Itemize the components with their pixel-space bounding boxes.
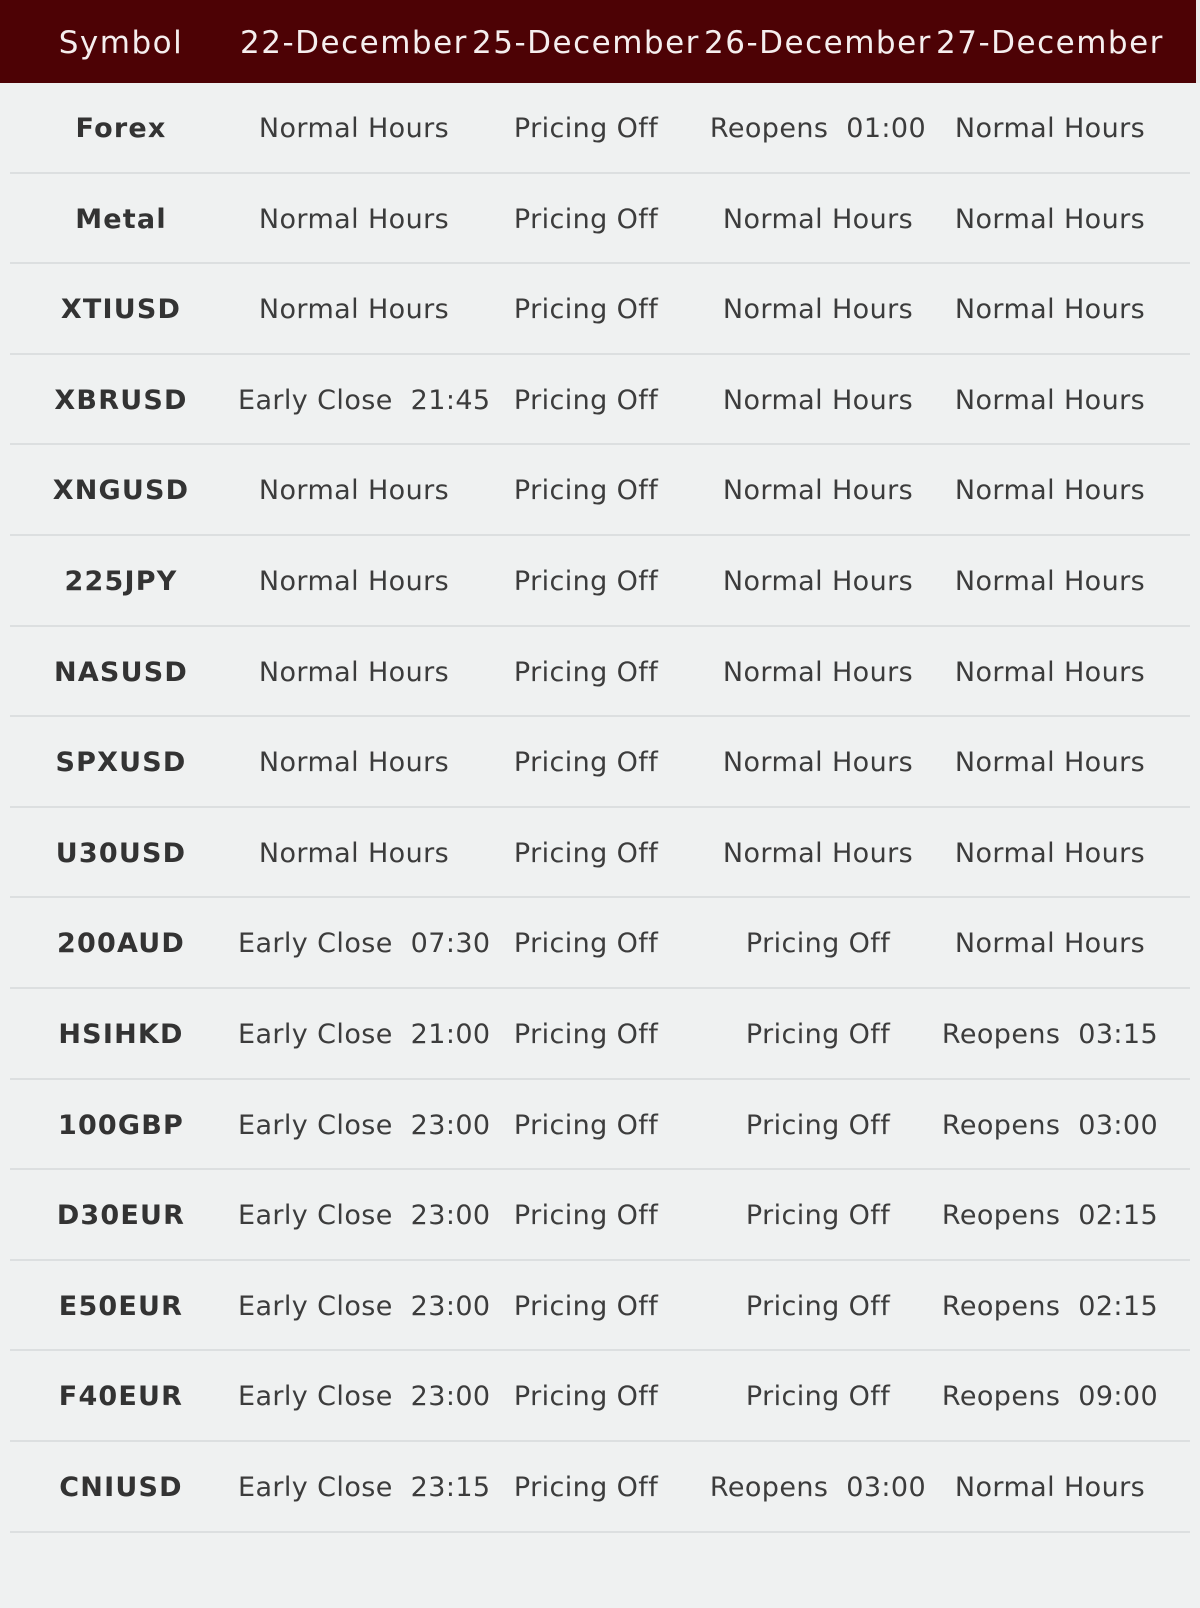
- schedule-cell: Normal Hours: [722, 747, 914, 779]
- schedule-cell: Reopens 09:00: [941, 1381, 1159, 1413]
- schedule-cell: Normal Hours: [258, 656, 450, 688]
- schedule-cell: Pricing Off: [745, 1290, 891, 1322]
- schedule-cell: Pricing Off: [513, 475, 659, 507]
- schedule-cell: Normal Hours: [954, 113, 1146, 144]
- table-row: [10, 1080, 1190, 1171]
- symbol-cell: XNGUSD: [52, 475, 190, 507]
- schedule-cell: Normal Hours: [954, 837, 1146, 869]
- schedule-cell: Normal Hours: [954, 1472, 1146, 1503]
- schedule-cell: Pricing Off: [745, 1381, 891, 1413]
- schedule-cell: Early Close 07:30: [238, 928, 491, 960]
- schedule-cell: Pricing Off: [513, 1200, 659, 1232]
- schedule-cell: Early Close 23:00: [238, 1290, 491, 1322]
- table-row: [10, 898, 1190, 989]
- schedule-cell: Normal Hours: [258, 747, 450, 779]
- table-row: [10, 264, 1190, 355]
- schedule-cell: Pricing Off: [513, 656, 659, 688]
- table-row: [10, 174, 1190, 265]
- header-27-december: 27-December: [936, 25, 1164, 61]
- schedule-cell: Normal Hours: [722, 203, 914, 235]
- schedule-cell: Reopens 03:15: [941, 1019, 1159, 1050]
- schedule-cell: Pricing Off: [513, 1019, 659, 1050]
- table-row: [10, 808, 1190, 899]
- schedule-cell: Early Close 23:00: [238, 1109, 491, 1141]
- schedule-cell: Pricing Off: [745, 1109, 891, 1141]
- symbol-cell: NASUSD: [54, 656, 188, 688]
- schedule-cell: Early Close 21:00: [238, 1019, 491, 1050]
- schedule-cell: Pricing Off: [513, 1109, 659, 1141]
- table-row: [10, 717, 1190, 808]
- symbol-cell: E50EUR: [58, 1290, 184, 1322]
- schedule-cell: Normal Hours: [954, 384, 1146, 416]
- schedule-cell: Normal Hours: [258, 566, 450, 597]
- symbol-cell: CNIUSD: [59, 1472, 183, 1503]
- schedule-cell: Normal Hours: [954, 656, 1146, 688]
- schedule-cell: Normal Hours: [722, 475, 914, 507]
- symbol-cell: SPXUSD: [55, 747, 187, 779]
- schedule-cell: Normal Hours: [954, 294, 1146, 326]
- schedule-cell: Pricing Off: [745, 928, 891, 960]
- schedule-cell: Pricing Off: [513, 566, 659, 597]
- schedule-cell: Normal Hours: [722, 837, 914, 869]
- symbol-cell: 100GBP: [57, 1109, 185, 1141]
- symbol-cell: U30USD: [55, 837, 187, 869]
- schedule-cell: Pricing Off: [513, 928, 659, 960]
- schedule-cell: Normal Hours: [722, 294, 914, 326]
- schedule-cell: Pricing Off: [513, 384, 659, 416]
- table-row: [10, 1442, 1190, 1533]
- symbol-cell: 225JPY: [64, 566, 178, 597]
- schedule-cell: Pricing Off: [513, 203, 659, 235]
- schedule-cell: Normal Hours: [258, 113, 450, 144]
- symbol-cell: XTIUSD: [60, 294, 182, 326]
- table-row: [10, 627, 1190, 718]
- schedule-cell: Normal Hours: [258, 294, 450, 326]
- schedule-cell: Pricing Off: [513, 1472, 659, 1503]
- symbol-cell: F40EUR: [58, 1381, 184, 1413]
- table-row: [10, 1351, 1190, 1442]
- schedule-cell: Normal Hours: [722, 384, 914, 416]
- schedule-cell: Normal Hours: [258, 837, 450, 869]
- schedule-cell: Normal Hours: [954, 203, 1146, 235]
- table-row: [10, 355, 1190, 446]
- symbol-cell: Metal: [75, 203, 167, 235]
- schedule-cell: Pricing Off: [745, 1019, 891, 1050]
- schedule-cell: Reopens 03:00: [709, 1472, 927, 1503]
- schedule-cell: Normal Hours: [954, 928, 1146, 960]
- schedule-cell: Normal Hours: [954, 475, 1146, 507]
- schedule-cell: Pricing Off: [513, 747, 659, 779]
- schedule-cell: Normal Hours: [954, 566, 1146, 597]
- schedule-cell: Normal Hours: [954, 747, 1146, 779]
- table-row: [10, 1170, 1190, 1261]
- schedule-cell: Pricing Off: [513, 1290, 659, 1322]
- table-row: [10, 445, 1190, 536]
- schedule-cell: Normal Hours: [258, 475, 450, 507]
- symbol-cell: D30EUR: [56, 1200, 186, 1232]
- schedule-cell: Pricing Off: [745, 1200, 891, 1232]
- table-row: [10, 989, 1190, 1080]
- symbol-cell: 200AUD: [57, 928, 185, 960]
- schedule-cell: Normal Hours: [722, 656, 914, 688]
- schedule-cell: Pricing Off: [513, 837, 659, 869]
- schedule-cell: Pricing Off: [513, 294, 659, 326]
- schedule-cell: Reopens 02:15: [941, 1290, 1159, 1322]
- table-header: [0, 0, 1200, 83]
- schedule-cell: Early Close 23:00: [238, 1381, 491, 1413]
- schedule-cell: Early Close 21:45: [238, 384, 491, 416]
- schedule-cell: Pricing Off: [513, 113, 659, 144]
- schedule-cell: Reopens 01:00: [709, 113, 927, 144]
- symbol-cell: XBRUSD: [54, 384, 188, 416]
- header-symbol: Symbol: [58, 25, 184, 61]
- schedule-cell: Normal Hours: [722, 566, 914, 597]
- schedule-cell: Reopens 03:00: [941, 1109, 1159, 1141]
- table-row: [10, 83, 1190, 174]
- symbol-cell: Forex: [75, 113, 167, 144]
- schedule-cell: Reopens 02:15: [941, 1200, 1159, 1232]
- header-26-december: 26-December: [704, 25, 932, 61]
- schedule-cell: Early Close 23:15: [238, 1472, 491, 1503]
- schedule-cell: Normal Hours: [258, 203, 450, 235]
- schedule-cell: Pricing Off: [513, 1381, 659, 1413]
- table-row: [10, 1261, 1190, 1352]
- header-22-december: 22-December: [240, 25, 468, 61]
- schedule-cell: Early Close 23:00: [238, 1200, 491, 1232]
- header-25-december: 25-December: [472, 25, 700, 61]
- table-row: [10, 536, 1190, 627]
- symbol-cell: HSIHKD: [58, 1019, 184, 1050]
